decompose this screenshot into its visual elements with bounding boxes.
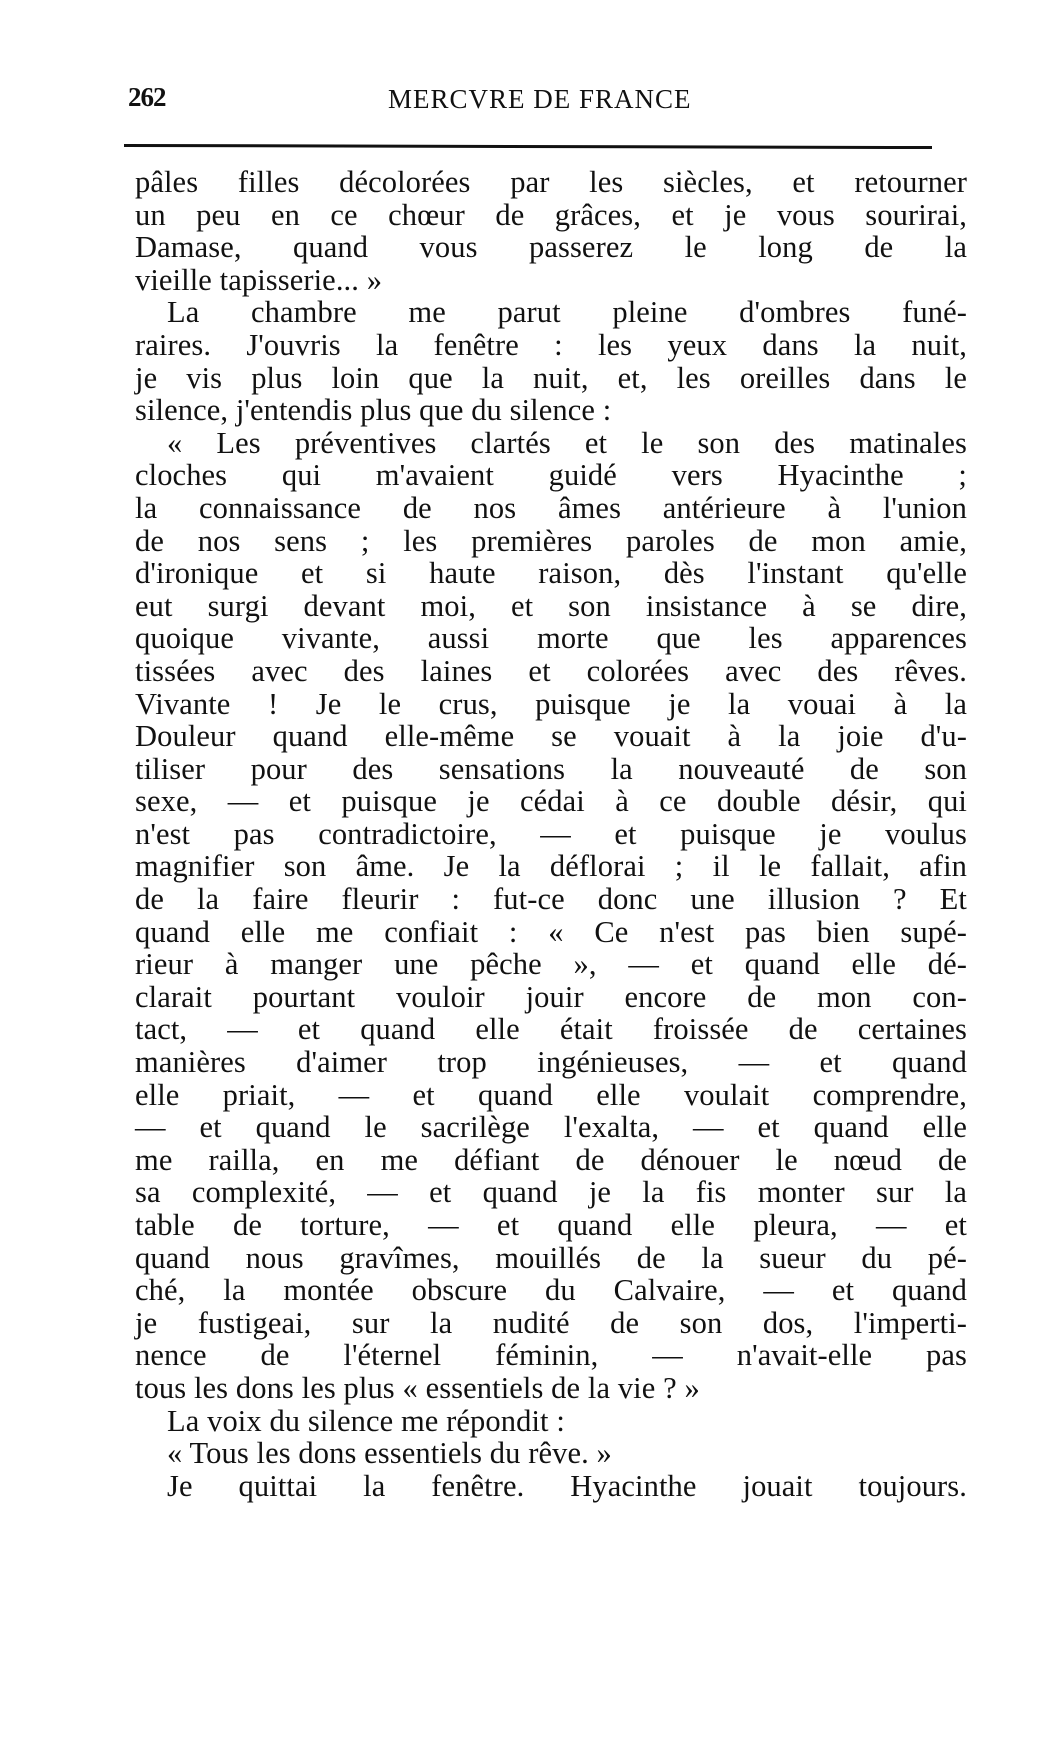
header-rule [124,144,932,149]
text-line: La voix du silence me répondit : [167,1403,565,1438]
text-line: elle priait, — et quand elle voulait comprendre, [135,1077,967,1112]
text-line: n'est pas contradictoire, — et puisque je voulus [135,816,967,851]
text-line: magnifier son âme. Je la déflorai ; il le fallait, afin [135,849,967,884]
text-line: sa complexité, — et quand je la fis monter sur la [135,1175,967,1210]
text-line: la connaissance de nos âmes antérieure à l'union [135,490,967,525]
body-text [135,166,967,1502]
text-line: sexe, — et puisque je cédai à ce double désir, qui [135,784,967,819]
text-line: tous les dons les plus « essentiels de la vie ? » [135,1370,700,1405]
text-line: Damase, quand vous passerez le long de la [135,230,967,265]
text-line: cloches qui m'avaient guidé vers Hyacinthe ; [135,458,967,493]
text-line: table de torture, — et quand elle pleura, — et [135,1208,967,1242]
text-line: me railla, en me défiant de dénouer le nœud de [135,1142,967,1177]
text-line: vieille tapisserie... » [135,262,383,297]
text-line: — et quand le sacrilège l'exalta, — et quand elle [135,1110,967,1145]
text-line: Douleur quand elle-même se vouait à la joie d'u- [135,719,967,754]
text-line: quand nous gravîmes, mouillés de la sueur du pé- [135,1240,967,1275]
text-line: clarait pourtant vouloir jouir encore de mon con- [135,979,967,1014]
text-line: manières d'aimer trop ingénieuses, — et quand [135,1045,967,1080]
running-head: MERCVRE DE FRANCE [388,84,692,114]
text-line: « Tous les dons essentiels du rêve. » [167,1436,612,1471]
text-line: de nos sens ; les premières paroles de mon amie, [135,523,967,558]
text-line: raires. J'ouvris la fenêtre : les yeux dans la nuit, [135,327,967,362]
text-line: La chambre me parut pleine d'ombres funé- [167,295,967,330]
text-line: tact, — et quand elle était froissée de certaines [135,1012,967,1047]
text-line: d'ironique et si haute raison, dès l'instant qu'elle [135,556,967,591]
text-line: tiliser pour des sensations la nouveauté de son [135,751,967,786]
text-line: rieur à manger une pêche », — et quand elle dé- [135,947,967,982]
text-line: de la faire fleurir : fut-ce donc une illusion ? Et [135,882,967,917]
text-line: eut surgi devant moi, et son insistance à se dire, [135,588,967,623]
page-number: 262 [128,82,166,112]
text-line: quand elle me confiait : « Ce n'est pas bien supé- [135,914,967,949]
text-line: nence de l'éternel féminin, — n'avait-elle pas [135,1338,967,1373]
text-line: tissées avec des laines et colorées avec des rêves. [135,653,967,688]
text-line: je fustigeai, sur la nudité de son dos, l'imperti- [135,1305,967,1340]
text-line: pâles filles décolorées par les siècles, et retourner [135,165,967,199]
text-line: silence, j'entendis plus que du silence : [135,393,612,428]
text-line: Vivante ! Je le crus, puisque je la vouai à la [135,686,967,721]
text-line: je vis plus loin que la nuit, et, les oreilles dans le [135,360,967,395]
text-line: un peu en ce chœur de grâces, et je vous sourirai, [135,197,967,232]
text-line: Je quittai la fenêtre. Hyacinthe jouait toujours. [167,1468,967,1503]
text-line: ché, la montée obscure du Calvaire, — et quand [135,1273,967,1308]
text-line: quoique vivante, aussi morte que les apparences [135,621,967,656]
text-line: « Les préventives clartés et le son des matinales [167,425,967,460]
